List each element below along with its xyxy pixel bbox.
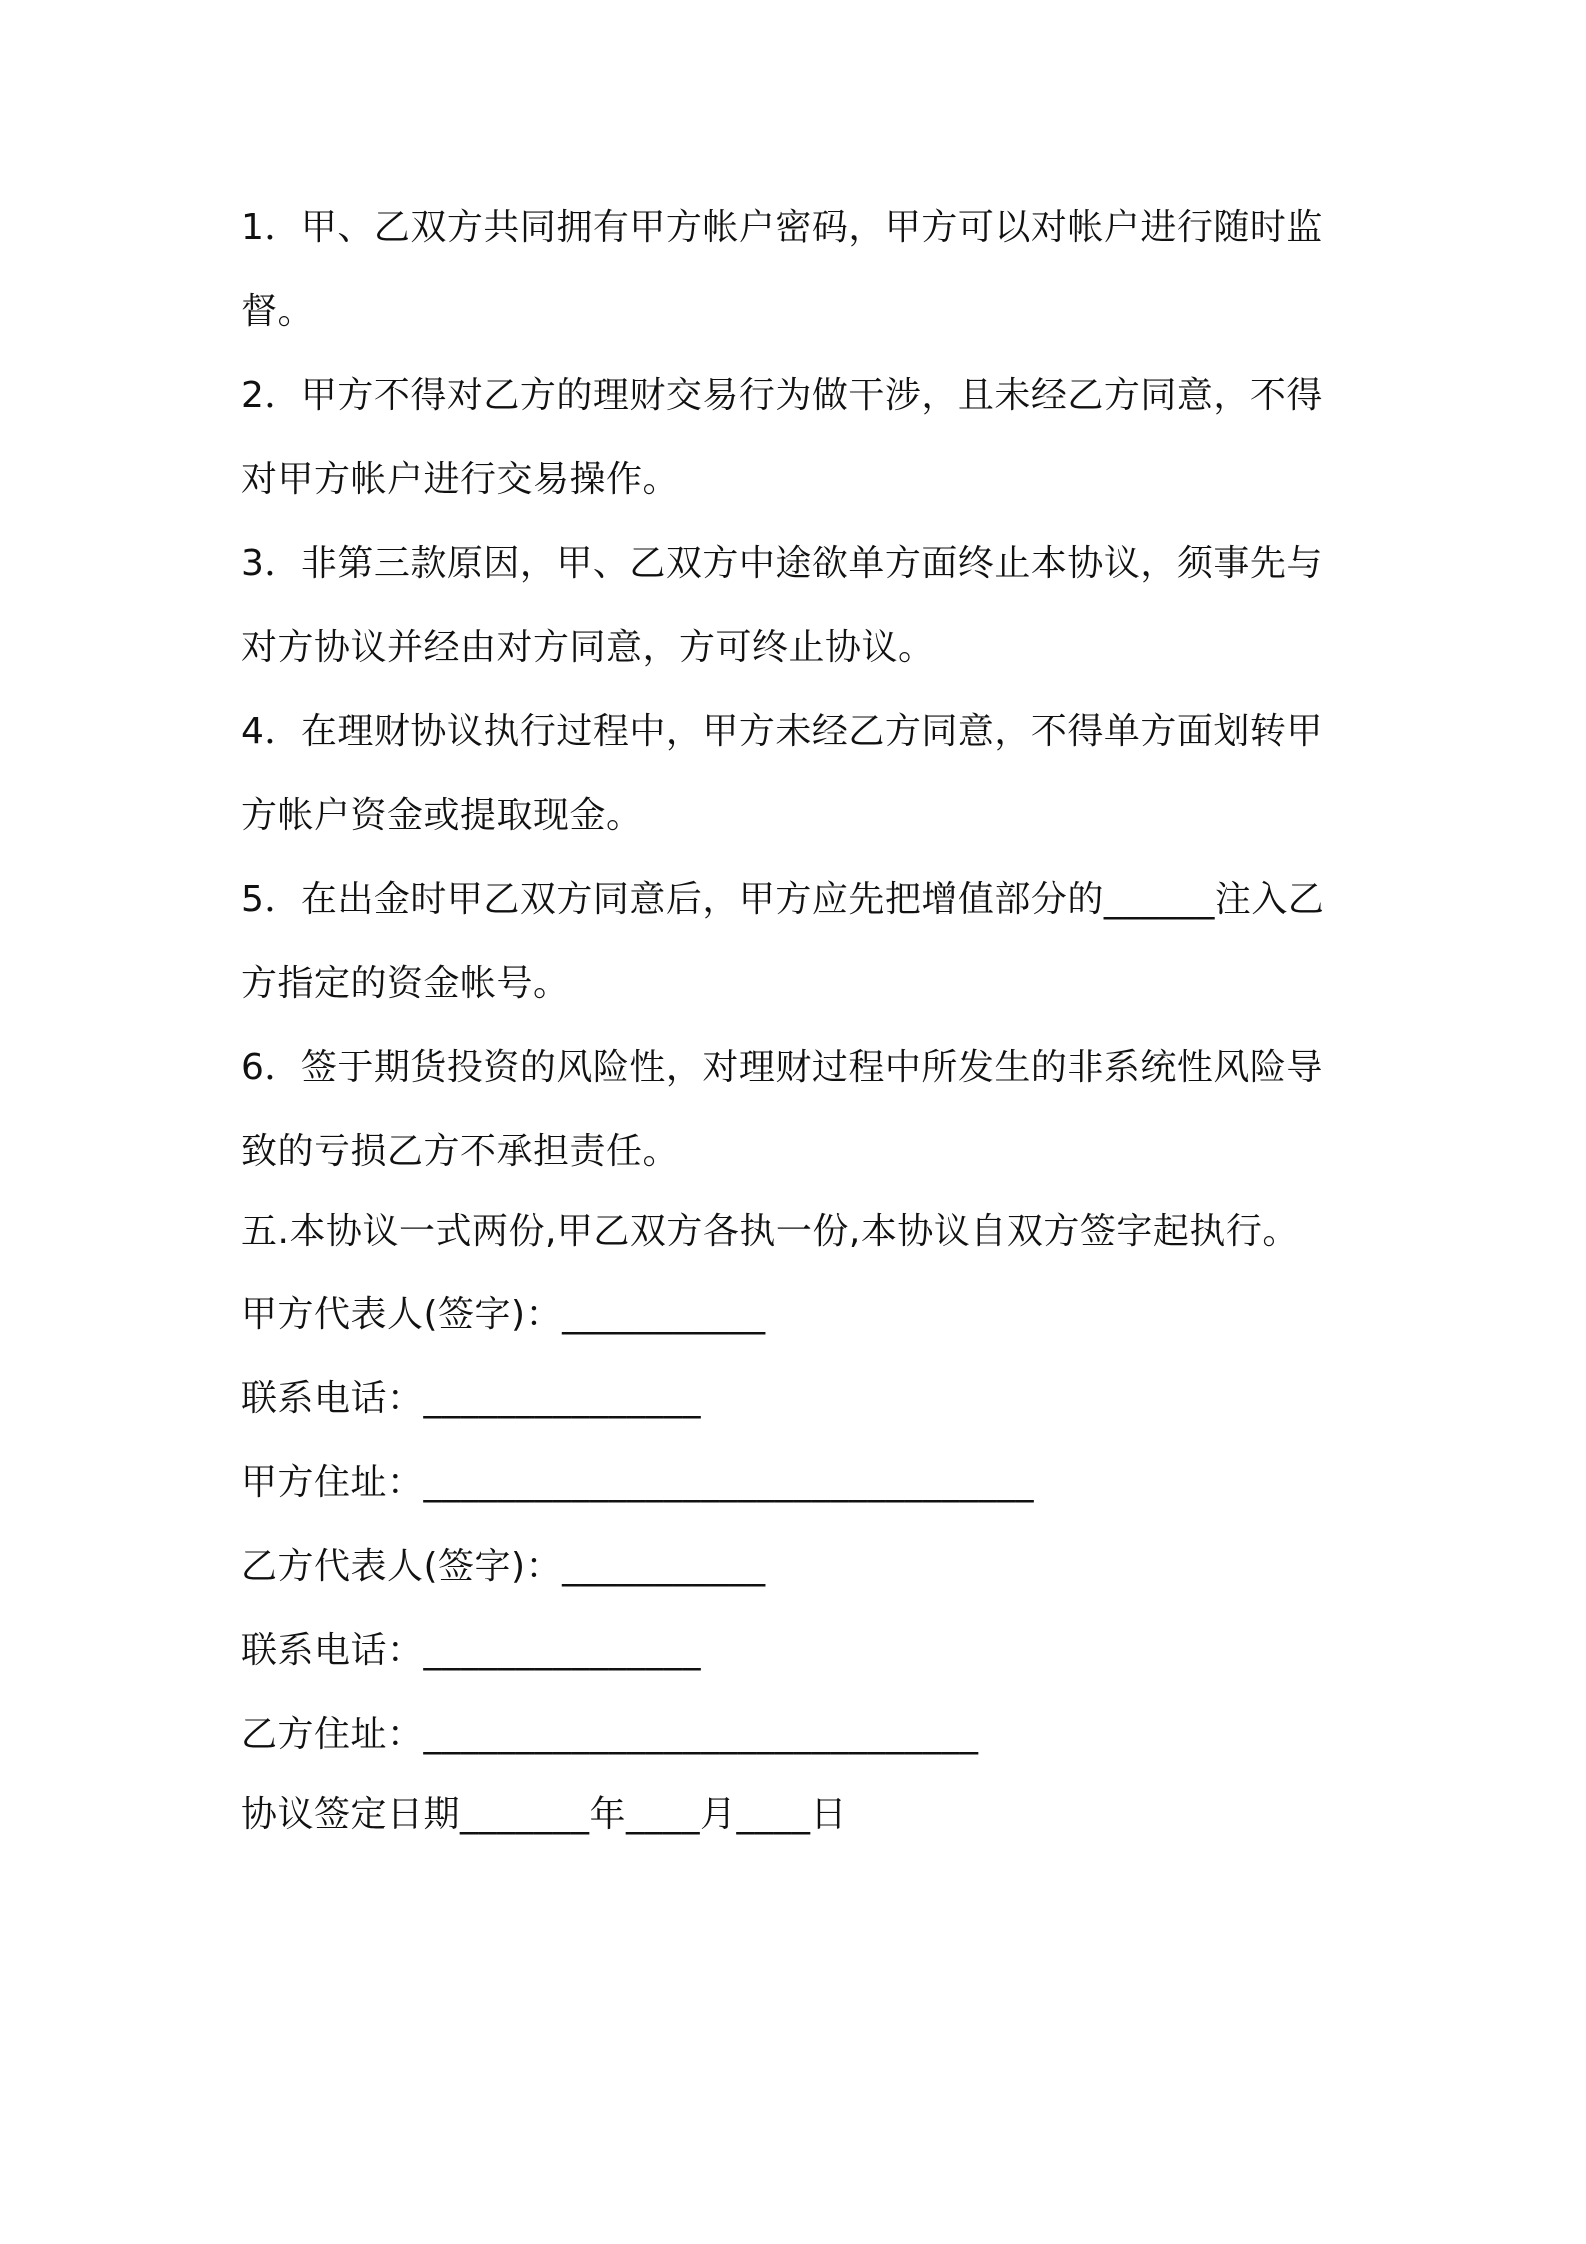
- date-year-field[interactable]: _______: [460, 1794, 590, 1835]
- clause-number: 2．: [241, 375, 301, 416]
- clause-1-line-2: 督。: [241, 291, 315, 332]
- clause-text: 甲方不得对乙方的理财交易行为做干涉，且未经乙方同意，不得: [300, 375, 1323, 416]
- party-b-rep-line: [241, 1545, 1361, 1589]
- clause-5-line-2: 方指定的资金帐号。: [241, 963, 570, 1004]
- date-day-unit: 日: [810, 1794, 848, 1835]
- clause-3-line-1: [241, 542, 1361, 586]
- party-b-address-line: [241, 1713, 1361, 1757]
- party-a-rep-line: [241, 1293, 1361, 1337]
- clause-4-line-1: [241, 710, 1361, 754]
- party-a-rep-label: 甲方代表人(签字)：: [241, 1294, 563, 1335]
- date-month-field[interactable]: ____: [626, 1794, 701, 1835]
- party-a-address-field[interactable]: _________________________________: [423, 1462, 1035, 1503]
- date-day-field[interactable]: ____: [736, 1794, 811, 1835]
- clause-text: 在理财协议执行过程中，甲方未经乙方同意，不得单方面划转甲: [300, 711, 1323, 752]
- party-a-address-line: [241, 1461, 1361, 1505]
- party-a-rep-signature-field[interactable]: ___________: [562, 1294, 766, 1335]
- clause-number: 6．: [241, 1047, 301, 1088]
- clause-text: 在出金时甲乙双方同意后，甲方应先把增值部分的______注入乙: [300, 879, 1325, 920]
- party-a-address-label: 甲方住址：: [241, 1462, 424, 1503]
- clause-6-line-2: 致的亏损乙方不承担责任。: [241, 1131, 680, 1172]
- date-month-unit: 月: [700, 1794, 737, 1835]
- clause-number: 4．: [241, 711, 301, 752]
- date-label: 协议签定日期: [241, 1794, 461, 1835]
- party-b-rep-label: 乙方代表人(签字)：: [241, 1546, 563, 1587]
- clause-1-line-1: [241, 206, 1361, 250]
- clause-text: 签于期货投资的风险性，对理财过程中所发生的非系统性风险导: [300, 1047, 1323, 1088]
- date-year-unit: 年: [589, 1794, 627, 1835]
- clause-3-line-2: 对方协议并经由对方同意，方可终止协议。: [241, 627, 935, 668]
- clause-5-line-1: [241, 878, 1361, 922]
- party-b-rep-signature-field[interactable]: ___________: [562, 1546, 766, 1587]
- clause-2-line-1: [241, 374, 1361, 418]
- party-b-phone-line: [241, 1629, 1361, 1673]
- party-a-phone-line: [241, 1377, 1361, 1421]
- closing-clause: 五.本协议一式两份,甲乙双方各执一份,本协议自双方签字起执行。: [241, 1211, 1299, 1252]
- party-b-address-label: 乙方住址：: [241, 1714, 424, 1755]
- agreement-date-line: [241, 1793, 1361, 1837]
- clause-text: 甲、乙双方共同拥有甲方帐户密码，甲方可以对帐户进行随时监: [300, 207, 1323, 248]
- party-b-phone-label: 联系电话：: [241, 1630, 424, 1671]
- clause-2-line-2: 对甲方帐户进行交易操作。: [241, 459, 680, 500]
- clause-6-line-1: [241, 1046, 1361, 1090]
- party-b-address-field[interactable]: ______________________________: [423, 1714, 979, 1755]
- party-b-phone-field[interactable]: _______________: [423, 1630, 702, 1671]
- clause-number: 3．: [241, 543, 301, 584]
- party-a-phone-label: 联系电话：: [241, 1378, 424, 1419]
- clause-text: 非第三款原因，甲、乙双方中途欲单方面终止本协议，须事先与: [300, 543, 1323, 584]
- clause-number: 5．: [241, 879, 301, 920]
- party-a-phone-field[interactable]: _______________: [423, 1378, 702, 1419]
- clause-4-line-2: 方帐户资金或提取现金。: [241, 795, 643, 836]
- clause-number: 1．: [241, 207, 301, 248]
